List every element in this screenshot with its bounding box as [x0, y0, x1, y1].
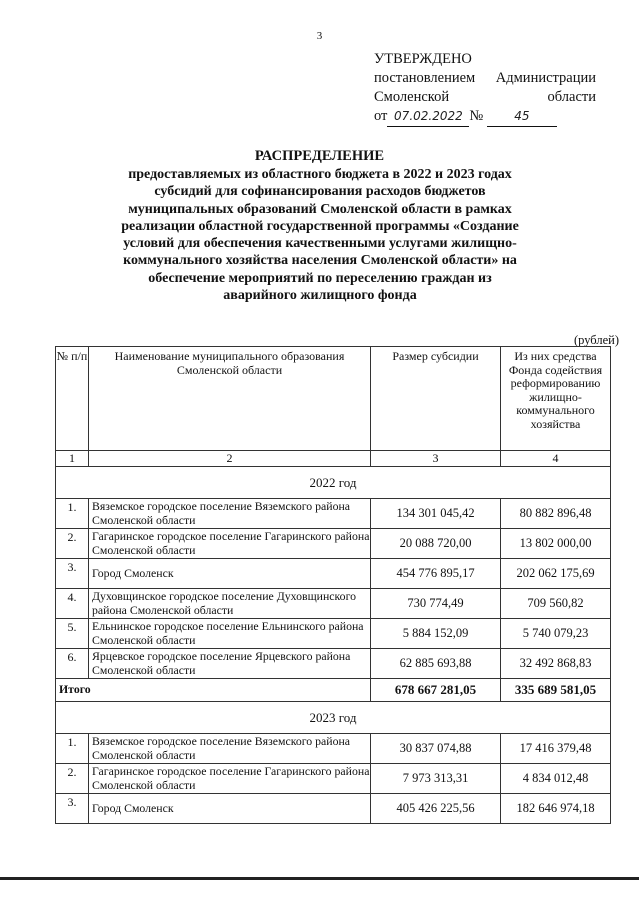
fund-amount: 17 416 379,48 — [501, 734, 611, 764]
column-number: 3 — [371, 451, 501, 467]
year-heading: 2023 год — [56, 702, 611, 734]
total-fund: 335 689 581,05 — [501, 679, 611, 702]
total-subsidy: 678 667 281,05 — [371, 679, 501, 702]
municipality-name: Вяземское городское поселение Вяземского района Смоленской области — [89, 734, 371, 764]
handwritten-date: 07.02.2022 — [387, 107, 469, 127]
header-cell: № п/п — [56, 347, 89, 451]
bottom-border — [0, 877, 639, 880]
fund-amount: 80 882 896,48 — [501, 499, 611, 529]
column-number: 4 — [501, 451, 611, 467]
approval-text: Администрации — [495, 70, 596, 86]
row-number: 3. — [56, 559, 89, 589]
date-prefix: от — [374, 108, 388, 124]
total-label: Итого — [56, 679, 371, 702]
table-row — [56, 619, 611, 649]
subsidy-amount: 7 973 313,31 — [371, 764, 501, 794]
table-row — [56, 649, 611, 679]
fund-amount: 4 834 012,48 — [501, 764, 611, 794]
header-cell: Наименование муниципального образования Смоленской области — [89, 347, 371, 451]
subsidy-amount: 134 301 045,42 — [371, 499, 501, 529]
table-row — [56, 559, 611, 589]
municipality-name: Духовщинское городское поселение Духовщинского района Смоленской области — [89, 589, 371, 619]
row-number: 2. — [56, 764, 89, 794]
subsidy-amount: 20 088 720,00 — [371, 529, 501, 559]
row-number: 1. — [56, 499, 89, 529]
municipality-name: Город Смоленск — [89, 794, 371, 824]
fund-amount: 13 802 000,00 — [501, 529, 611, 559]
page-number: 3 — [316, 30, 323, 42]
year-heading: 2022 год — [56, 467, 611, 499]
approval-text: постановлением — [374, 70, 476, 86]
year-section-row — [56, 467, 611, 499]
row-number: 6. — [56, 649, 89, 679]
approval-text: области — [547, 89, 596, 105]
row-number: 1. — [56, 734, 89, 764]
fund-amount: 202 062 175,69 — [501, 559, 611, 589]
row-number: 4. — [56, 589, 89, 619]
subsidy-amount: 30 837 074,88 — [371, 734, 501, 764]
approval-text: Смоленской — [374, 89, 450, 105]
row-number: 5. — [56, 619, 89, 649]
column-number: 2 — [89, 451, 371, 467]
year-section-row — [56, 702, 611, 734]
header-cell: Из них средства Фонда содействия реформированию жилищно-коммунального хозяйства — [501, 347, 611, 451]
fund-amount: 182 646 974,18 — [501, 794, 611, 824]
approval-block — [374, 50, 596, 127]
subsidy-amount: 62 885 693,88 — [371, 649, 501, 679]
number-label: № — [469, 108, 484, 124]
table-row — [56, 734, 611, 764]
table-row — [56, 589, 611, 619]
fund-amount: 32 492 868,83 — [501, 649, 611, 679]
column-number-row — [56, 451, 611, 467]
municipality-name: Гагаринское городское поселение Гагаринского района Смоленской области — [89, 764, 371, 794]
fund-amount: 5 740 079,23 — [501, 619, 611, 649]
total-row — [56, 679, 611, 702]
table-row — [56, 794, 611, 824]
table-row — [56, 764, 611, 794]
table-header-row — [56, 347, 611, 451]
municipality-name: Гагаринское городское поселение Гагаринского района Смоленской области — [89, 529, 371, 559]
document-subtitle: предоставляемых из областного бюджета в 2022 и 2023 годах субсидий для софинансирования расходов бюджетов муниципальных образований Смоленской области в рамках реализации областной государственной программы «Создание условий для обеспечения качественными услугами жилищно-коммунального хозяйства населения Смоленской области» на обеспечение мероприятий по переселению граждан из аварийного жилищного фонда — [121, 167, 519, 304]
municipality-name: Город Смоленск — [89, 559, 371, 589]
header-cell: Размер субсидии — [371, 347, 501, 451]
municipality-name: Вяземское городское поселение Вяземского района Смоленской области — [89, 499, 371, 529]
fund-amount: 709 560,82 — [501, 589, 611, 619]
subsidy-amount: 730 774,49 — [371, 589, 501, 619]
row-number: 2. — [56, 529, 89, 559]
subsidy-amount: 454 776 895,17 — [371, 559, 501, 589]
municipality-name: Ярцевское городское поселение Ярцевского района Смоленской области — [89, 649, 371, 679]
document-title: РАСПРЕДЕЛЕНИЕ — [254, 148, 385, 164]
municipality-name: Ельнинское городское поселение Ельнинского района Смоленской области — [89, 619, 371, 649]
table-row — [56, 499, 611, 529]
row-number: 3. — [56, 794, 89, 824]
subsidy-amount: 405 426 225,56 — [371, 794, 501, 824]
column-number: 1 — [56, 451, 89, 467]
approval-heading: УТВЕРЖДЕНО — [374, 51, 472, 67]
subsidy-amount: 5 884 152,09 — [371, 619, 501, 649]
unit-label: (рублей) — [573, 333, 619, 347]
handwritten-number: 45 — [487, 107, 557, 127]
distribution-table — [55, 346, 611, 824]
table-row — [56, 529, 611, 559]
